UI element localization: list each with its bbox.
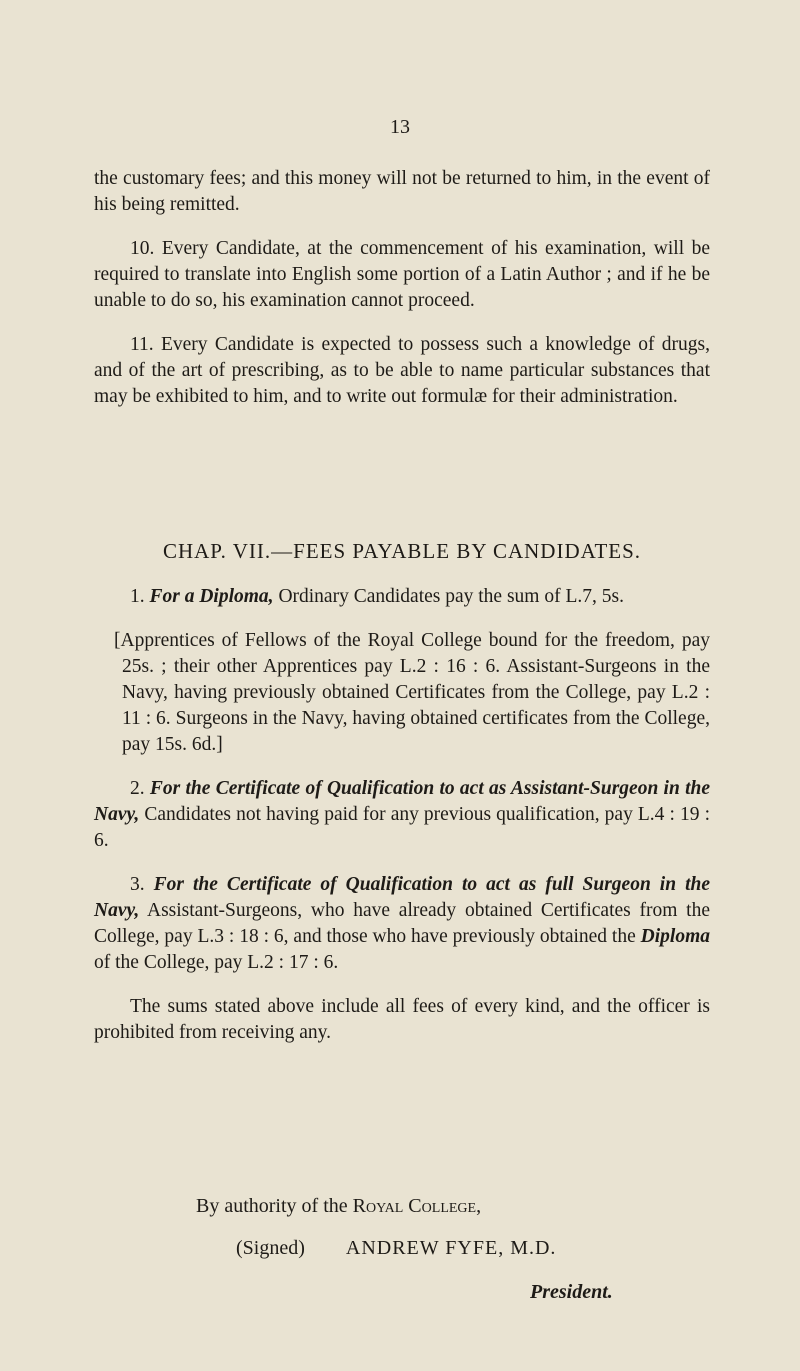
item-1-text: Ordinary Candidates pay the sum of L.7, 5s.: [278, 586, 624, 607]
item-1-number: 1.: [130, 586, 145, 607]
item-3-text-b: of the College, pay L.2 : 17 : 6.: [94, 952, 339, 973]
signatory-name: ANDREW FYFE, M.D.: [345, 1237, 557, 1259]
page-number: 13: [390, 116, 410, 138]
closing-paragraph: The sums stated above include all fees of every kind, and the officer is prohibited from receiving any.: [94, 996, 710, 1043]
authority-prefix: By authority of the: [196, 1195, 348, 1217]
item-3-heading: For the Certificate of Qualification to act as full Surgeon in the Navy,: [94, 874, 711, 921]
item-2-number: 2.: [130, 778, 145, 799]
continuation-paragraph: the customary fees; and this money will not be returned to him, in the event of his being remitted.: [94, 168, 710, 215]
item-1-heading: For a Diploma,: [149, 586, 274, 607]
authority-college: Royal College,: [352, 1195, 482, 1217]
signatory-title: President.: [530, 1281, 613, 1303]
item-2-text: Candidates not having paid for any previous qualification, pay L.4 : 19 : 6.: [94, 804, 710, 851]
authority-line: [196, 1195, 481, 1218]
fee-item-1: [94, 584, 710, 610]
chapter-heading: CHAP. VII.—FEES PAYABLE BY CANDIDATES.: [162, 539, 642, 563]
item-3-number: 3.: [130, 874, 145, 895]
fees-section: [94, 584, 710, 1046]
signed-line: [236, 1237, 556, 1260]
item-2-heading: For the Certificate of Qualification to act as Assistant-Surgeon in the Navy,: [94, 778, 711, 825]
item-3-diploma: Diploma: [640, 926, 710, 947]
item-3-text-a: Assistant-Surgeons, who have already obtained Certificates from the College, pay L.3 : 18 : 6, and those who have previously obtained the: [94, 900, 710, 947]
apprentice-note: [Apprentices of Fellows of the Royal College bound for the freedom, pay 25s. ; their other Apprentices pay L.2 : 16 : 6. Assistant-Surgeons in the Navy, having previously obtained Certificates from the College, pay L.2 : 11 : 6. Surgeons in the Navy, having obtained certificates from the College, pay 15s. 6d.]: [114, 630, 710, 755]
fee-item-2: [94, 776, 710, 854]
signed-label: (Signed): [236, 1237, 305, 1259]
rules-section: [94, 166, 710, 410]
rule-11-paragraph: 11. Every Candidate is expected to possess such a knowledge of drugs, and of the art of prescribing, as to be able to name particular substances that may be exhibited to him, and to write out formulæ for their administration.: [94, 334, 710, 407]
rule-10-paragraph: 10. Every Candidate, at the commencement of his examination, will be required to translate into English some portion of a Latin Author ; and if he be unable to do so, his examination cannot proceed.: [94, 238, 710, 311]
fee-item-3: [94, 872, 710, 976]
